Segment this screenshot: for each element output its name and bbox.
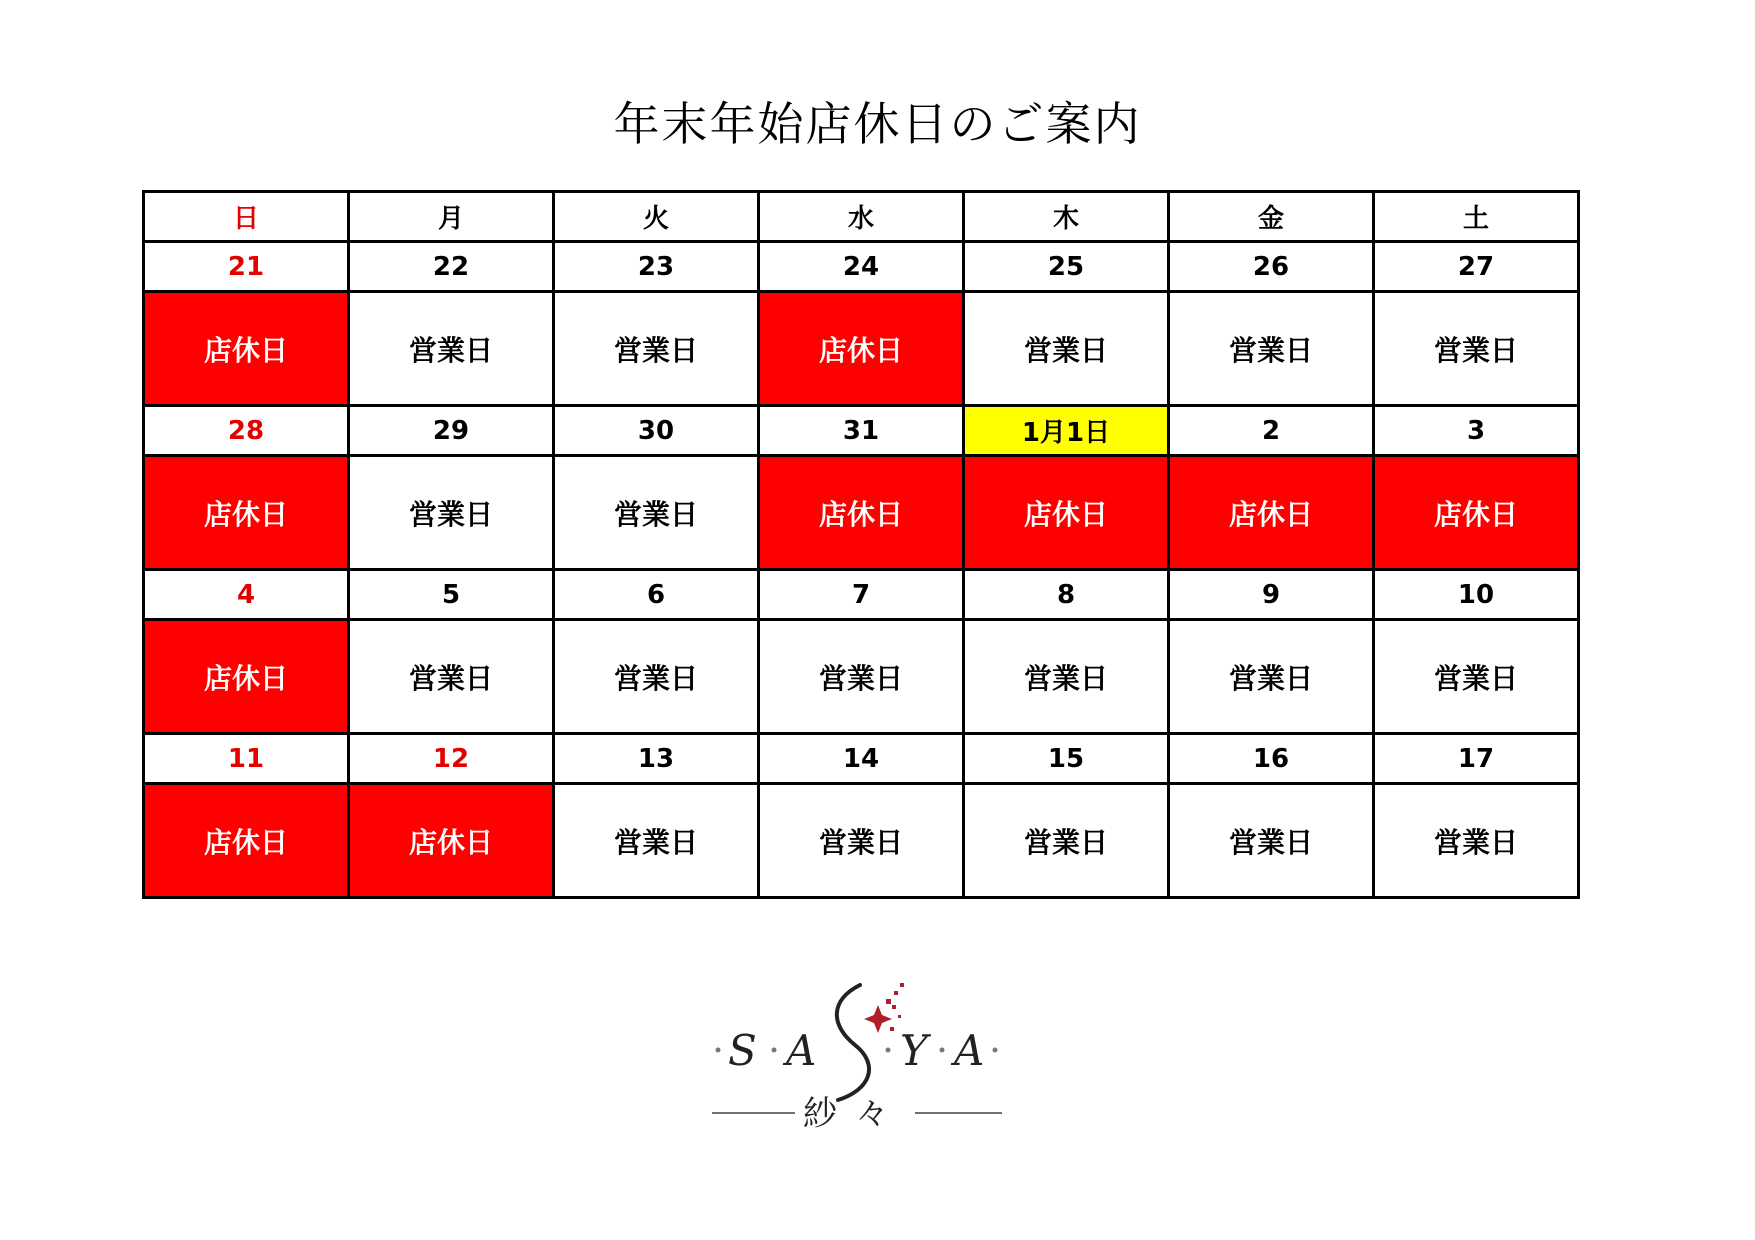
date-cell: 10 [1374,570,1579,620]
date-cell: 5 [349,570,554,620]
status-open-cell: 営業日 [554,620,759,734]
date-cell: 2 [1169,406,1374,456]
weekday-sun: 日 [144,192,349,242]
status-row [144,620,1579,734]
date-row [144,406,1579,456]
date-cell: 8 [964,570,1169,620]
status-closed-cell: 店休日 [1374,456,1579,570]
logo-letter-s: S [728,1026,757,1075]
date-row [144,242,1579,292]
date-row [144,570,1579,620]
date-cell: 25 [964,242,1169,292]
status-open-cell: 営業日 [759,784,964,898]
logo-letter-y: Y [900,1026,928,1075]
date-cell: 29 [349,406,554,456]
date-cell: 4 [144,570,349,620]
status-open-cell: 営業日 [554,784,759,898]
date-cell: 16 [1169,734,1374,784]
weekday-header-row [144,192,1579,242]
date-cell: 6 [554,570,759,620]
status-open-cell: 営業日 [1169,620,1374,734]
status-open-cell: 営業日 [554,456,759,570]
status-row [144,784,1579,898]
logo-swash [837,985,869,1100]
status-closed-cell: 店休日 [144,620,349,734]
sasya-logo [710,975,1010,1155]
status-closed-cell: 店休日 [1169,456,1374,570]
logo-star-icon [864,983,904,1033]
weekday-mon: 月 [349,192,554,242]
status-closed-cell: 店休日 [144,784,349,898]
status-closed-cell: 店休日 [759,456,964,570]
page-title: 年末年始店休日のご案内 [613,96,1142,151]
date-cell: 22 [349,242,554,292]
status-row [144,292,1579,406]
status-closed-cell: 店休日 [349,784,554,898]
status-closed-cell: 店休日 [964,456,1169,570]
status-open-cell: 営業日 [964,620,1169,734]
logo-letter-a2: A [954,1026,985,1075]
date-cell: 3 [1374,406,1579,456]
date-cell: 1月1日 [964,406,1169,456]
date-cell: 17 [1374,734,1579,784]
date-cell: 27 [1374,242,1579,292]
holiday-calendar [142,190,1580,899]
date-cell: 31 [759,406,964,456]
status-open-cell: 営業日 [1374,784,1579,898]
date-cell: 24 [759,242,964,292]
status-open-cell: 営業日 [1374,620,1579,734]
status-open-cell: 営業日 [349,620,554,734]
status-open-cell: 営業日 [1374,292,1579,406]
status-closed-cell: 店休日 [759,292,964,406]
status-closed-cell: 店休日 [144,456,349,570]
date-cell: 21 [144,242,349,292]
weekday-thu: 木 [964,192,1169,242]
status-open-cell: 営業日 [1169,292,1374,406]
status-open-cell: 営業日 [349,456,554,570]
status-open-cell: 営業日 [964,292,1169,406]
status-open-cell: 営業日 [1169,784,1374,898]
date-cell: 13 [554,734,759,784]
weekday-wed: 水 [759,192,964,242]
weekday-fri: 金 [1169,192,1374,242]
date-cell: 28 [144,406,349,456]
status-open-cell: 営業日 [964,784,1169,898]
date-cell: 12 [349,734,554,784]
status-row [144,456,1579,570]
logo-letter-a: A [786,1026,817,1075]
status-open-cell: 営業日 [554,292,759,406]
date-cell: 7 [759,570,964,620]
weekday-tue: 火 [554,192,759,242]
date-cell: 23 [554,242,759,292]
date-cell: 14 [759,734,964,784]
logo-graphic [710,975,1010,1155]
date-cell: 26 [1169,242,1374,292]
status-open-cell: 営業日 [349,292,554,406]
logo-kanji: 紗々 [803,1094,907,1134]
date-cell: 9 [1169,570,1374,620]
date-cell: 11 [144,734,349,784]
date-cell: 15 [964,734,1169,784]
weekday-sat: 土 [1374,192,1579,242]
calendar-body [144,242,1579,898]
status-open-cell: 営業日 [759,620,964,734]
status-closed-cell: 店休日 [144,292,349,406]
date-cell: 30 [554,406,759,456]
date-row [144,734,1579,784]
